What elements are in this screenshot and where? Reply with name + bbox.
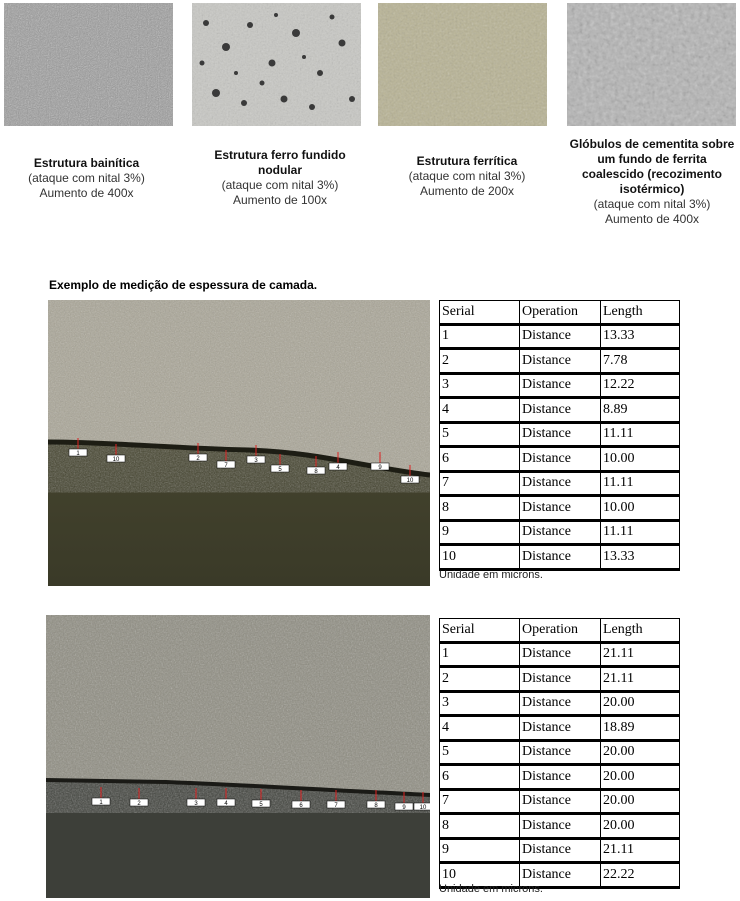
- caption-etch: (ataque com nital 3%): [408, 169, 526, 183]
- length-cell: 20.00: [601, 691, 680, 716]
- length-cell: 20.00: [601, 740, 680, 765]
- marker-label: 10: [406, 478, 414, 484]
- caption-title: Estrutura ferrítica: [416, 154, 518, 168]
- measurement-table-1: [439, 300, 680, 571]
- unit-note-2: Unidade em microns.: [439, 883, 543, 895]
- micrograph-ferritic: [378, 3, 547, 126]
- operation-cell: Distance: [520, 422, 601, 447]
- header-serial: Serial: [440, 301, 520, 325]
- length-cell: 20.00: [601, 814, 680, 839]
- length-cell: 10.00: [601, 447, 680, 472]
- length-cell: 13.33: [601, 324, 680, 349]
- table-row: [440, 667, 680, 692]
- operation-cell: Distance: [520, 789, 601, 814]
- operation-cell: Distance: [520, 324, 601, 349]
- marker-label: 2: [196, 456, 200, 462]
- marker-label: 1: [99, 800, 103, 806]
- table-row: [440, 545, 680, 570]
- table-row: [440, 765, 680, 790]
- measurement-table-2: [439, 618, 680, 889]
- caption-magnification: Aumento de 100x: [232, 193, 328, 207]
- serial-cell: 10: [440, 863, 520, 888]
- operation-cell: Distance: [520, 667, 601, 692]
- serial-cell: 5: [440, 740, 520, 765]
- serial-cell: 5: [440, 422, 520, 447]
- table-row: [440, 789, 680, 814]
- layer-measurement-image-2: [46, 615, 430, 898]
- table-row: [440, 716, 680, 741]
- length-cell: 8.89: [601, 398, 680, 423]
- table-row: [440, 349, 680, 374]
- table-row: [440, 496, 680, 521]
- operation-cell: Distance: [520, 765, 601, 790]
- serial-cell: 9: [440, 520, 520, 545]
- length-cell: 20.00: [601, 789, 680, 814]
- marker-label: 5: [259, 802, 263, 808]
- unit-note-1: Unidade em microns.: [439, 569, 543, 581]
- header-length: Length: [601, 301, 680, 325]
- serial-cell: 8: [440, 814, 520, 839]
- operation-cell: Distance: [520, 373, 601, 398]
- table-row: [440, 447, 680, 472]
- length-cell: 21.11: [601, 642, 680, 667]
- caption-ferritic: [392, 154, 542, 199]
- marker-label: 4: [336, 465, 340, 471]
- marker-label: 5: [278, 467, 282, 473]
- micrograph-nodular-iron: [192, 3, 361, 126]
- operation-cell: Distance: [520, 838, 601, 863]
- caption-magnification: Aumento de 400x: [39, 186, 134, 200]
- caption-magnification: Aumento de 400x: [604, 212, 700, 226]
- header-operation: Operation: [520, 619, 601, 643]
- operation-cell: Distance: [520, 691, 601, 716]
- table-row: [440, 471, 680, 496]
- marker-label: 8: [374, 803, 378, 809]
- serial-cell: 1: [440, 324, 520, 349]
- marker-label: 10: [419, 805, 427, 811]
- serial-cell: 7: [440, 789, 520, 814]
- caption-title: Estrutura ferro fundido nodular: [214, 148, 346, 177]
- table-row: [440, 838, 680, 863]
- micrograph-bainitic: [4, 3, 173, 126]
- marker-label: 3: [254, 458, 258, 464]
- operation-cell: Distance: [520, 471, 601, 496]
- length-cell: 22.22: [601, 863, 680, 888]
- caption-title: Glóbulos de cementita sobre um fundo de ferrita coalescido (recozimento isotérmico): [569, 137, 735, 196]
- length-cell: 10.00: [601, 496, 680, 521]
- operation-cell: Distance: [520, 545, 601, 570]
- operation-cell: Distance: [520, 716, 601, 741]
- table-row: [440, 373, 680, 398]
- table-row: [440, 422, 680, 447]
- marker-label: 6: [299, 803, 303, 809]
- length-cell: 18.89: [601, 716, 680, 741]
- length-cell: 12.22: [601, 373, 680, 398]
- marker-label: 9: [378, 465, 382, 471]
- serial-cell: 6: [440, 765, 520, 790]
- length-cell: 20.00: [601, 765, 680, 790]
- table-header-row: [440, 301, 680, 325]
- layer-measurement-image-1: [48, 300, 430, 586]
- serial-cell: 9: [440, 838, 520, 863]
- caption-etch: (ataque com nital 3%): [221, 178, 339, 192]
- caption-bainitic: [14, 156, 159, 201]
- table-row: [440, 814, 680, 839]
- operation-cell: Distance: [520, 447, 601, 472]
- table-row: [440, 691, 680, 716]
- length-cell: 13.33: [601, 545, 680, 570]
- marker-label: 9: [402, 805, 406, 811]
- operation-cell: Distance: [520, 863, 601, 888]
- length-cell: 11.11: [601, 422, 680, 447]
- header-operation: Operation: [520, 301, 601, 325]
- length-cell: 7.78: [601, 349, 680, 374]
- marker-label: 2: [137, 801, 141, 807]
- caption-cementite: [566, 137, 738, 227]
- serial-cell: 2: [440, 349, 520, 374]
- caption-etch: (ataque com nital 3%): [28, 171, 145, 185]
- marker-label: 8: [314, 469, 318, 475]
- length-cell: 11.11: [601, 471, 680, 496]
- marker-label: 1: [76, 451, 80, 457]
- table-row: [440, 740, 680, 765]
- operation-cell: Distance: [520, 520, 601, 545]
- operation-cell: Distance: [520, 642, 601, 667]
- marker-label: 4: [224, 801, 228, 807]
- serial-cell: 3: [440, 373, 520, 398]
- length-cell: 11.11: [601, 520, 680, 545]
- serial-cell: 4: [440, 716, 520, 741]
- serial-cell: 10: [440, 545, 520, 570]
- table-row: [440, 398, 680, 423]
- caption-nodular-iron: [200, 148, 360, 208]
- table-row: [440, 642, 680, 667]
- table-row: [440, 520, 680, 545]
- marker-label: 10: [112, 457, 120, 463]
- serial-cell: 7: [440, 471, 520, 496]
- operation-cell: Distance: [520, 398, 601, 423]
- caption-title: Estrutura bainítica: [33, 156, 140, 170]
- operation-cell: Distance: [520, 814, 601, 839]
- marker-label: 3: [194, 801, 198, 807]
- operation-cell: Distance: [520, 349, 601, 374]
- table-header-row: [440, 619, 680, 643]
- micrograph-cementite: [567, 3, 736, 126]
- serial-cell: 4: [440, 398, 520, 423]
- serial-cell: 3: [440, 691, 520, 716]
- serial-cell: 2: [440, 667, 520, 692]
- length-cell: 21.11: [601, 838, 680, 863]
- operation-cell: Distance: [520, 740, 601, 765]
- caption-magnification: Aumento de 200x: [419, 184, 515, 198]
- length-cell: 21.11: [601, 667, 680, 692]
- marker-label: 7: [224, 463, 228, 469]
- table-row: [440, 324, 680, 349]
- caption-etch: (ataque com nital 3%): [593, 197, 711, 211]
- marker-label: 7: [334, 803, 338, 809]
- serial-cell: 6: [440, 447, 520, 472]
- serial-cell: 1: [440, 642, 520, 667]
- operation-cell: Distance: [520, 496, 601, 521]
- header-serial: Serial: [440, 619, 520, 643]
- section-title: Exemplo de medição de espessura de camada.: [49, 278, 318, 292]
- serial-cell: 8: [440, 496, 520, 521]
- header-length: Length: [601, 619, 680, 643]
